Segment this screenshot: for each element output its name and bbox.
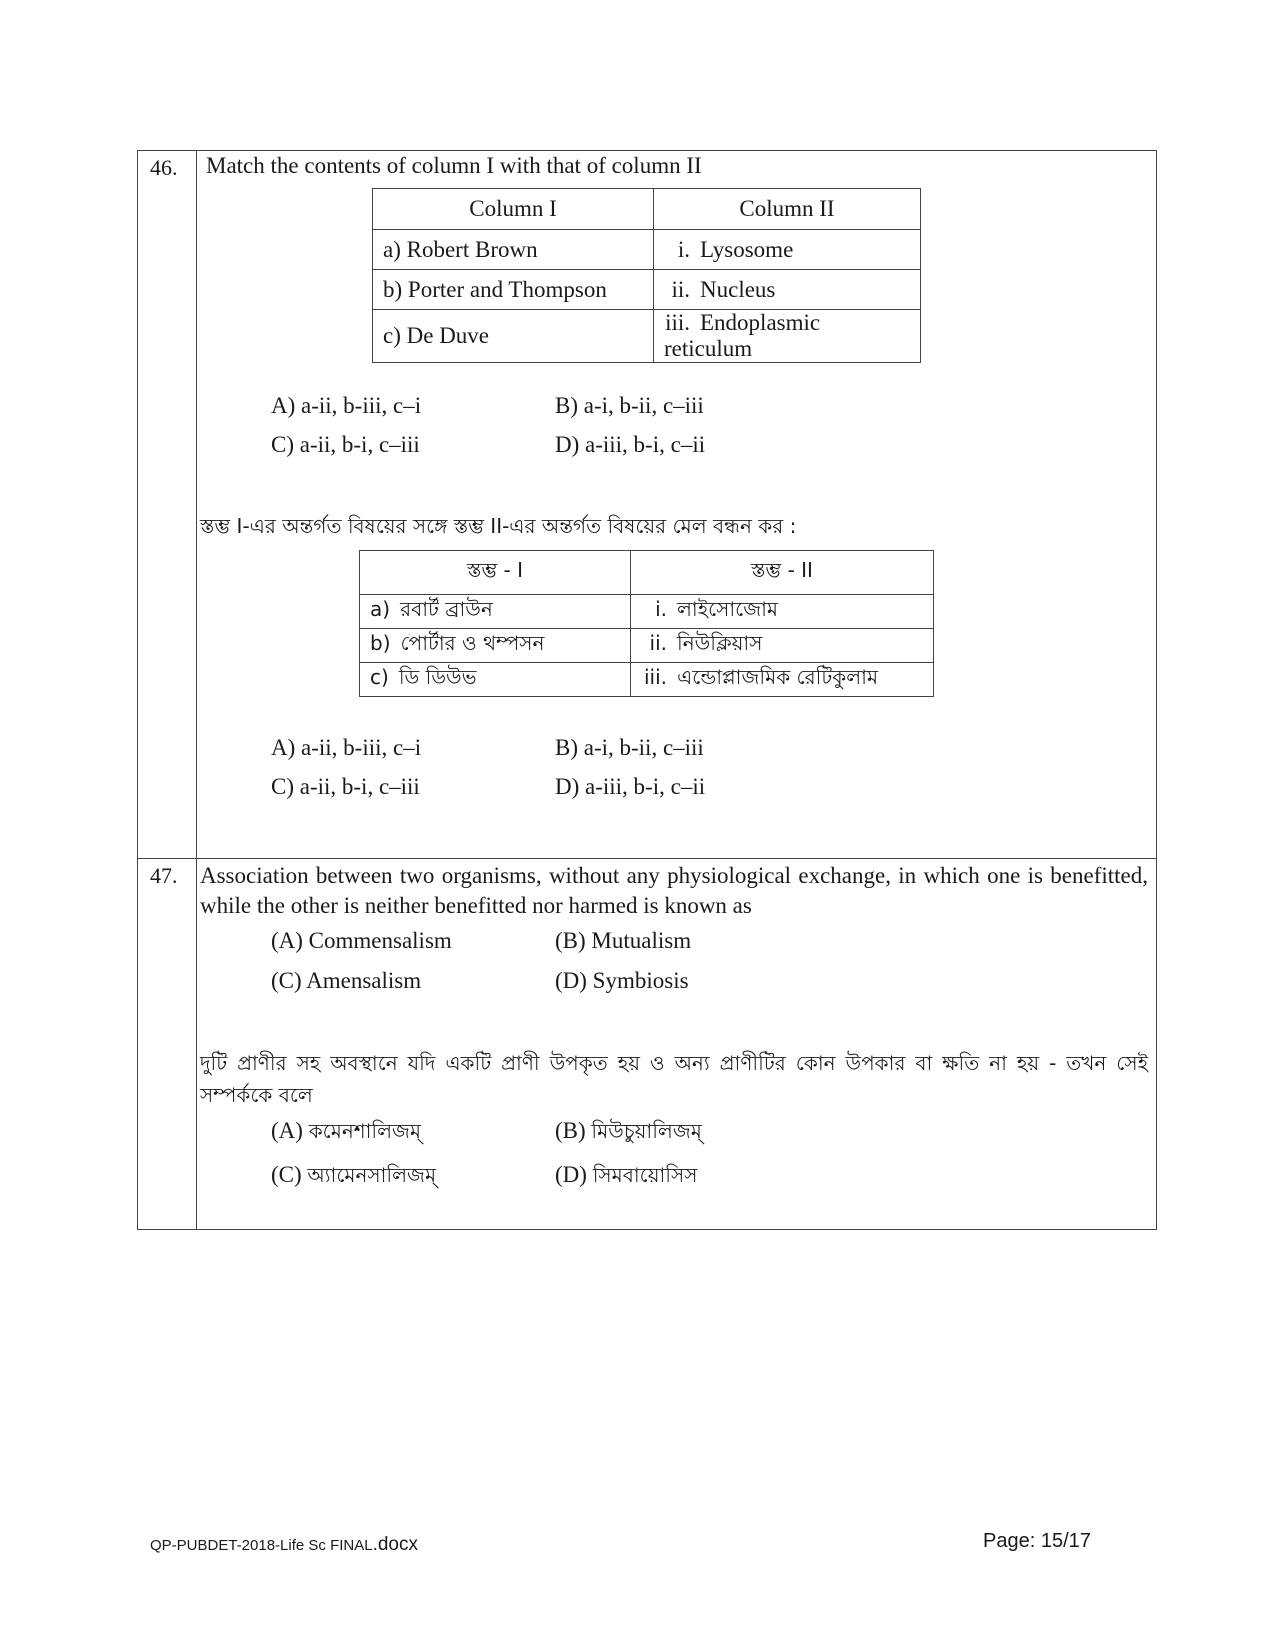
row-left-text: Porter and Thompson (407, 276, 607, 302)
question-47-prompt-bn: দুটি প্রাণীর সহ অবস্থানে যদি একটি প্রাণী উপকৃত হয় ও অন্য প্রাণীটির কোন উপকার বা ক্ষতি না হয় - তখন সেই সম্পর্ককে বলে (200, 1051, 1148, 1107)
table-row (373, 270, 921, 310)
option-b: (B) Mutualism (555, 928, 692, 953)
option-b-bn: B) a-i, b-ii, c–iii (555, 735, 704, 760)
row-mark: ii. (671, 276, 690, 302)
column-1-header-bn: স্তম্ভ - I (360, 551, 631, 595)
option-text: সিমবায়োসিস (592, 1163, 698, 1187)
table-row (360, 629, 934, 663)
option-a-bn: A) a-ii, b-iii, c–i (271, 735, 422, 760)
option-b: B) a-i, b-ii, c–iii (555, 393, 704, 418)
option-c: (C) Amensalism (271, 968, 422, 993)
row-right-text: Endoplasmic reticulum (664, 310, 821, 361)
table-row (360, 595, 934, 629)
question-46-prompt: Match the contents of column I with that of column II (206, 153, 702, 178)
row-mark: b) (370, 631, 391, 655)
option-c: C) a-ii, b-i, c–iii (271, 432, 420, 457)
row-mark: i. (677, 236, 690, 262)
option-text: কমেনশালিজম্ (308, 1119, 422, 1143)
option-a: A) a-ii, b-iii, c–i (271, 393, 422, 418)
footer-doc-name (150, 1534, 418, 1556)
row-mark: ii. (649, 631, 667, 655)
row-mark: a) (383, 236, 401, 262)
row-mark: i. (655, 597, 667, 621)
option-a-bn (271, 1117, 421, 1150)
column-1-header: Column I (373, 189, 654, 230)
table-row (373, 230, 921, 270)
option-d: (D) Symbiosis (555, 968, 689, 993)
row-right-text: Nucleus (700, 276, 776, 302)
option-d-bn: D) a-iii, b-i, c–ii (555, 774, 706, 799)
column-2-header-bn: স্তম্ভ - II (631, 551, 934, 595)
doc-name: QP-PUBDET-2018-Life Sc FINAL (150, 1537, 373, 1554)
row-left-text: পোর্টার ও থম্পসন (400, 631, 545, 655)
footer-page-number: Page: 15/17 (983, 1530, 1091, 1552)
row-right-text: লাইসোজোম (677, 597, 778, 621)
row-mark: iii. (665, 310, 690, 335)
question-46-prompt-bn: স্তম্ভ I-এর অন্তর্গত বিষয়ের সঙ্গে স্তম্ভ II-এর অন্তর্গত বিষয়ের মেল বন্ধন কর : (200, 514, 797, 538)
column-2-header: Column II (654, 189, 921, 230)
question-47-prompt: Association between two organisms, without any physiological exchange, in which one is benefitted, while the other is neither benefitted nor harmed is known as (200, 863, 1148, 918)
row-right-text: নিউক্লিয়াস (677, 631, 763, 655)
option-d: D) a-iii, b-i, c–ii (555, 432, 706, 457)
option-c-bn: C) a-ii, b-i, c–iii (271, 774, 420, 799)
number-column-divider (196, 151, 197, 1229)
option-text: অ্যামেনসালিজম্ (307, 1163, 437, 1187)
doc-ext: .docx (372, 1534, 418, 1555)
option-label: (A) (271, 1118, 303, 1143)
match-table-en (372, 188, 921, 363)
row-left-text: ডি ডিউভ (398, 665, 477, 689)
row-right-text: Lysosome (700, 236, 794, 262)
table-row (373, 310, 921, 363)
option-d-bn (555, 1161, 697, 1194)
question-46-number: 46. (150, 155, 178, 180)
row-left-text: Robert Brown (406, 236, 538, 262)
option-a: (A) Commensalism (271, 928, 452, 953)
question-table (137, 150, 1157, 1230)
option-label: (C) (271, 1162, 302, 1187)
row-mark: b) (383, 276, 403, 302)
row-mark: a) (370, 597, 391, 621)
option-c-bn (271, 1161, 436, 1194)
row-mark: iii. (643, 665, 667, 689)
row-left-text: রবার্ট ব্রাউন (400, 597, 493, 621)
question-47-number: 47. (150, 863, 178, 888)
question-row-divider (138, 858, 1156, 859)
table-row (360, 663, 934, 697)
option-b-bn (555, 1117, 702, 1150)
option-label: (D) (555, 1162, 587, 1187)
row-mark: c) (370, 665, 389, 689)
row-mark: c) (383, 323, 401, 348)
option-label: (B) (555, 1118, 586, 1143)
row-left-text: De Duve (406, 323, 490, 348)
match-table-bn (359, 550, 934, 697)
option-text: মিউচুয়ালিজম্ (591, 1119, 702, 1143)
row-right-text: এন্ডোপ্লাজমিক রেটিকুলাম (677, 665, 879, 689)
